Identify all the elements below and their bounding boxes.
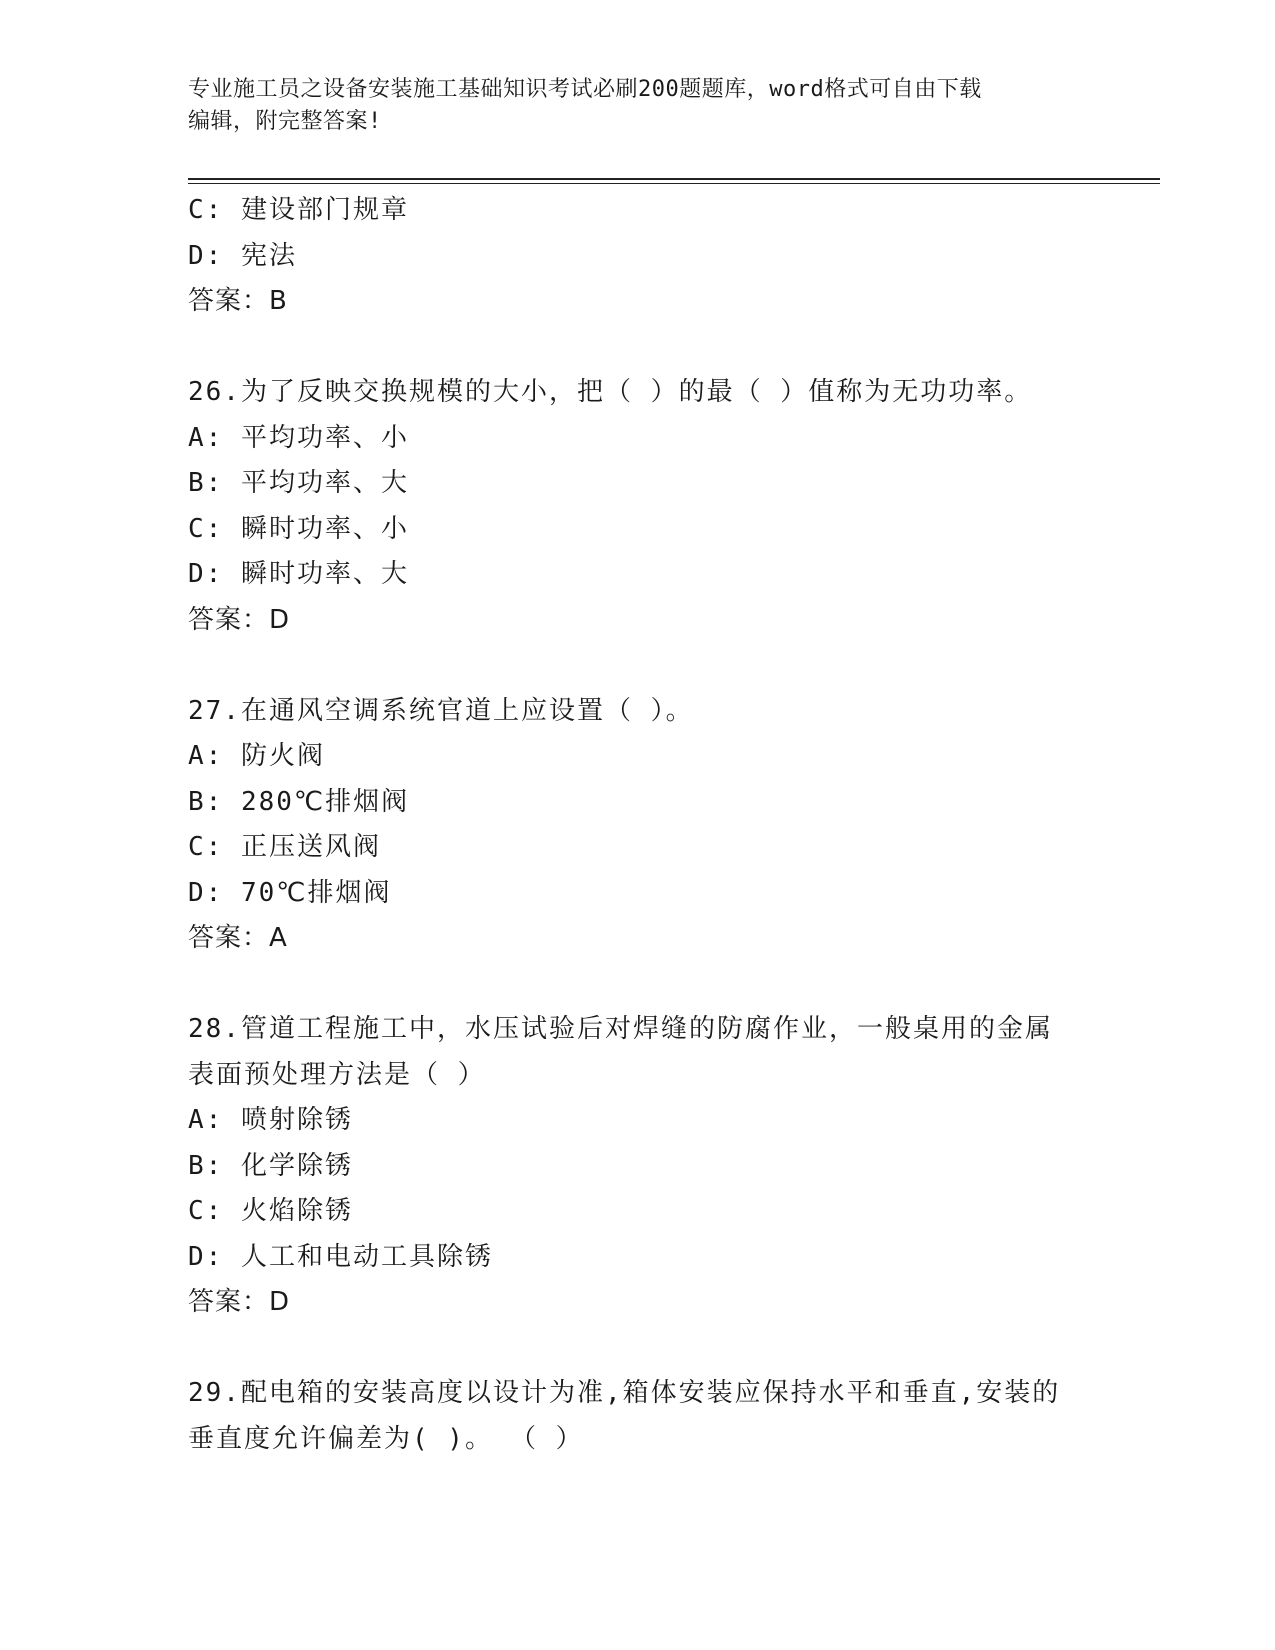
option-c: C: 建设部门规章 bbox=[188, 195, 409, 225]
option-a: A: 防火阀 bbox=[188, 741, 325, 771]
spacer bbox=[188, 962, 1088, 1008]
page-header bbox=[188, 74, 1088, 138]
spacer bbox=[188, 325, 1088, 371]
answer-line: 答案：B bbox=[188, 286, 288, 316]
question-text: 27.在通风空调系统官道上应设置（ ）。 bbox=[188, 695, 694, 726]
question-list bbox=[188, 188, 1088, 1462]
option-b: B: 平均功率、大 bbox=[188, 468, 409, 498]
header-title-line1: 专业施工员之设备安装施工基础知识考试必刷200题题库，word格式可自由下载 bbox=[188, 77, 982, 102]
question-text-line1: 29.配电箱的安装高度以设计为准,箱体安装应保持水平和垂直,安装的 bbox=[188, 1378, 1061, 1408]
option-c: C: 瞬时功率、小 bbox=[188, 513, 409, 544]
option-d: D: 人工和电动工具除锈 bbox=[188, 1241, 493, 1272]
option-d: D: 瞬时功率、大 bbox=[188, 559, 409, 589]
question-block-26 bbox=[188, 370, 1088, 643]
option-d: D: 宪法 bbox=[188, 240, 297, 271]
header-divider-thick bbox=[188, 178, 1160, 180]
option-c: C: 火焰除锈 bbox=[188, 1196, 353, 1226]
header-divider-thin bbox=[188, 183, 1160, 184]
question-text: 26.为了反映交换规模的大小，把（ ）的最（ ）值称为无功功率。 bbox=[188, 377, 1033, 407]
question-block-25 bbox=[188, 188, 1088, 325]
question-block-29 bbox=[188, 1371, 1088, 1462]
option-b: B: 化学除锈 bbox=[188, 1150, 353, 1181]
header-title-line2: 编辑，附完整答案! bbox=[188, 109, 382, 134]
question-text-line2 bbox=[188, 1417, 1088, 1463]
question-text-line1: 28.管道工程施工中，水压试验后对焊缝的防腐作业，一般桌用的金属 bbox=[188, 1014, 1053, 1044]
option-a: A: 喷射除锈 bbox=[188, 1105, 353, 1135]
answer-line: 答案：D bbox=[188, 604, 291, 635]
answer-line: 答案：D bbox=[188, 1287, 291, 1317]
spacer bbox=[188, 643, 1088, 689]
spacer bbox=[188, 1326, 1088, 1372]
question-block-28 bbox=[188, 1007, 1088, 1326]
option-c: C: 正压送风阀 bbox=[188, 832, 381, 862]
answer-line: 答案：A bbox=[188, 923, 288, 953]
question-block-27 bbox=[188, 689, 1088, 962]
question-text-line2: 表面预处理方法是（ ） bbox=[188, 1059, 486, 1090]
option-a: A: 平均功率、小 bbox=[188, 422, 409, 453]
question-text: 垂直度允许偏差为( )。 bbox=[188, 1423, 493, 1454]
answer-blank: （ ） bbox=[522, 1423, 584, 1454]
option-d: D: 70℃排烟阀 bbox=[188, 877, 392, 908]
option-b: B: 280℃排烟阀 bbox=[188, 786, 410, 817]
